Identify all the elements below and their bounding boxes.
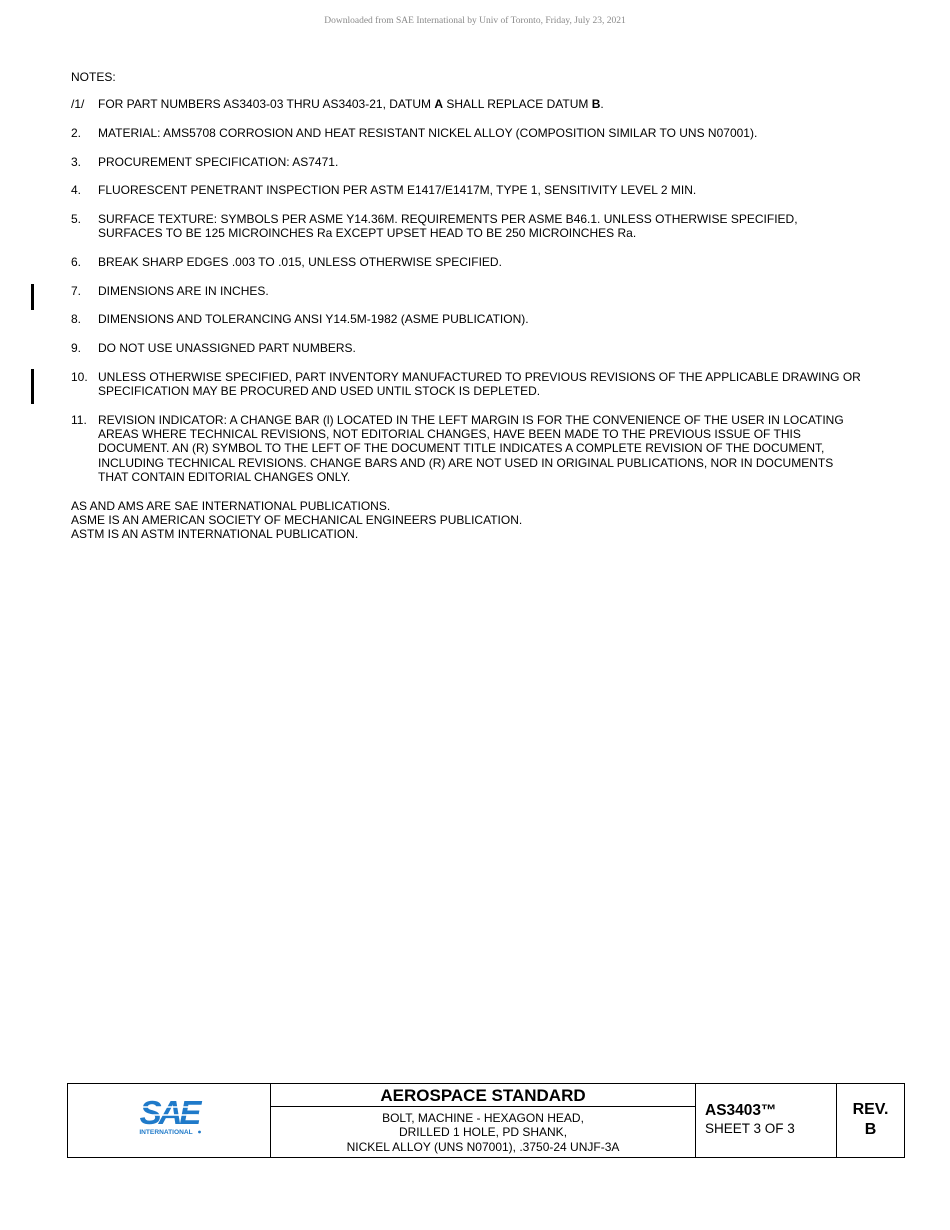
logo-subtext: INTERNATIONAL — [139, 1129, 193, 1136]
note-text: DO NOT USE UNASSIGNED PART NUMBERS. — [98, 341, 356, 356]
note-text: REVISION INDICATOR: A CHANGE BAR (l) LOCATED IN THE LEFT MARGIN IS FOR THE CONVENIENCE OF THE USER IN LOCATING AREAS WHERE TECHNICAL REVISIONS, NOT EDITORIAL CHANGES, HAVE BEEN MADE TO THE PREVIOUS ISSUE OF THIS DOCUMENT. AN (R) SYMBOL TO THE LEFT OF THE DOCUMENT TITLE INDICATES A COMPLETE REVISION OF THE DOCUMENT, INCLUDING TECHNICAL REVISIONS. CHANGE BARS AND (R) ARE NOT USED IN ORIGINAL PUBLICATIONS, NOR IN DOCUMENTS THAT CONTAIN EDITORIAL CHANGES ONLY. — [98, 412, 844, 484]
change-bar — [31, 369, 34, 404]
publications-list — [71, 499, 861, 542]
sheet-number: SHEET 3 OF 3 — [705, 1121, 795, 1136]
datum-b: B — [591, 97, 601, 112]
note-number: 7. — [71, 283, 82, 298]
description-line: DRILLED 1 HOLE, PD SHANK, — [398, 1125, 568, 1140]
title-block — [67, 1083, 905, 1158]
logo-cell — [68, 1084, 271, 1157]
note-text: FLUORESCENT PENETRANT INSPECTION PER ASTM E1417/E1417M, TYPE 1, SENSITIVITY LEVEL 2 MIN. — [98, 183, 697, 198]
note-item — [71, 284, 861, 298]
change-bar — [31, 284, 34, 310]
datum-a: A — [434, 97, 444, 112]
note-number: 11. — [71, 412, 87, 427]
note-number: /1/ — [71, 97, 85, 112]
note-number: 9. — [71, 341, 82, 356]
note-number: 3. — [71, 154, 82, 169]
publication-line: AS AND AMS ARE SAE INTERNATIONAL PUBLICATIONS. — [71, 498, 391, 513]
note-item — [71, 413, 861, 484]
description-line: NICKEL ALLOY (UNS N07001), .3750-24 UNJF-3A — [346, 1139, 620, 1154]
note-text: UNLESS OTHERWISE SPECIFIED, PART INVENTORY MANUFACTURED TO PREVIOUS REVISIONS OF THE APPLICABLE DRAWING OR SPECIFICATION MAY BE PROCURED AND USED UNTIL STOCK IS DEPLETED. — [98, 369, 861, 399]
note-number: 4. — [71, 183, 82, 198]
revision-label: REV. — [852, 1101, 889, 1118]
note-text: PROCUREMENT SPECIFICATION: AS7471. — [98, 154, 339, 169]
note-item — [71, 341, 861, 355]
revision-cell — [837, 1084, 904, 1157]
note-item — [71, 126, 861, 140]
note-text: SURFACE TEXTURE: SYMBOLS PER ASME Y14.36M. REQUIREMENTS PER ASME B46.1. UNLESS OTHERWISE SPECIFIED, SURFACES TO BE 125 MICROINCHES Ra EXCEPT UPSET HEAD TO BE 250 MICROINCHES Ra. — [98, 212, 798, 241]
note-text: DIMENSIONS ARE IN INCHES. — [98, 283, 269, 298]
note-item — [71, 97, 861, 111]
notes-section — [71, 70, 861, 542]
note-item — [71, 212, 861, 241]
note-item — [71, 183, 861, 197]
sae-logo — [136, 1094, 204, 1138]
note-item — [71, 255, 861, 269]
note-text: DIMENSIONS AND TOLERANCING ANSI Y14.5M-1982 (ASME PUBLICATION). — [98, 312, 529, 327]
description-line: BOLT, MACHINE - HEXAGON HEAD, — [382, 1111, 584, 1125]
publication-line: ASME IS AN AMERICAN SOCIETY OF MECHANICAL ENGINEERS PUBLICATION. — [71, 513, 523, 528]
part-description — [271, 1107, 695, 1154]
note-item — [71, 370, 861, 399]
notes-heading: NOTES: — [71, 70, 116, 84]
document-cell — [696, 1084, 837, 1157]
note-text: FOR PART NUMBERS AS3403-03 THRU AS3403-21, DATUM A SHALL REPLACE DATUM B. — [98, 97, 604, 112]
note-number: 10. — [71, 369, 88, 384]
note-number: 2. — [71, 125, 82, 140]
standard-type: AEROSPACE STANDARD — [271, 1084, 695, 1107]
note-text: BREAK SHARP EDGES .003 TO .015, UNLESS OTHERWISE SPECIFIED. — [98, 255, 502, 270]
note-number: 6. — [71, 255, 82, 270]
revision-value: B — [864, 1121, 877, 1138]
note-item — [71, 312, 861, 326]
note-item — [71, 155, 861, 169]
note-number: 5. — [71, 212, 82, 227]
note-text: MATERIAL: AMS5708 CORROSION AND HEAT RESISTANT NICKEL ALLOY (COMPOSITION SIMILAR TO UNS N07001). — [98, 125, 758, 140]
note-number: 8. — [71, 312, 82, 327]
document-number: AS3403™ — [705, 1102, 777, 1119]
publication-line: ASTM IS AN ASTM INTERNATIONAL PUBLICATION. — [71, 527, 359, 542]
download-banner: Downloaded from SAE International by Univ of Toronto, Friday, July 23, 2021 — [324, 16, 626, 26]
title-cell — [271, 1084, 696, 1157]
logo-text: SAE — [139, 1094, 199, 1131]
